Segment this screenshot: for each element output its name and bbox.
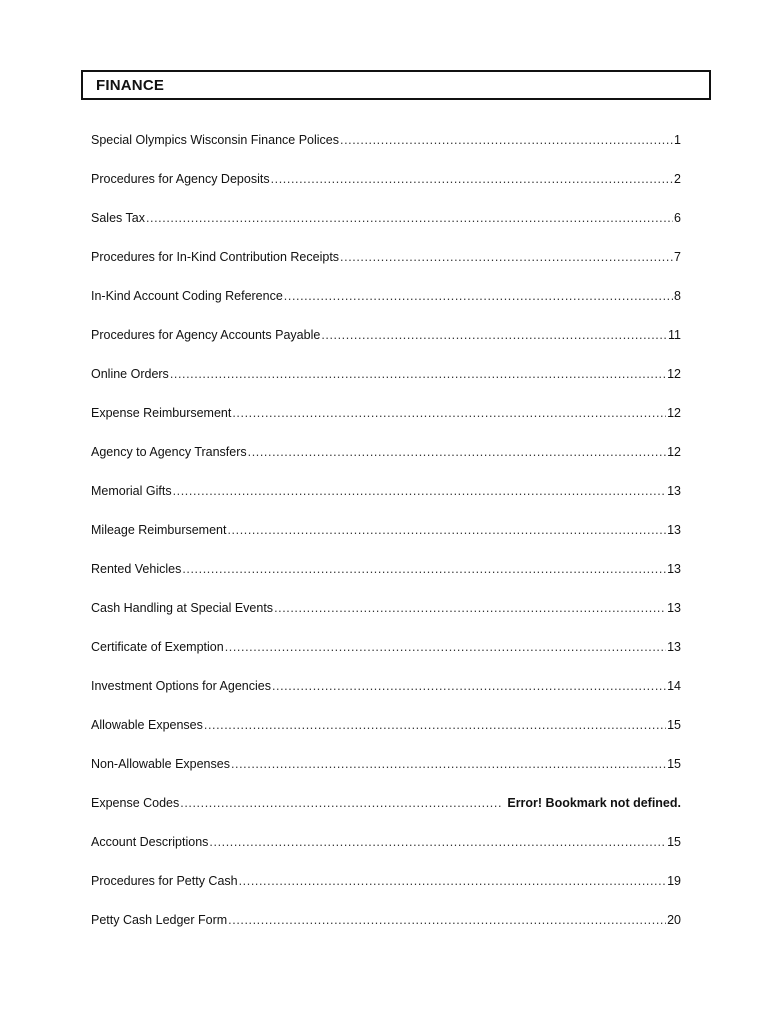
toc-entry-page: 8 [674,289,681,303]
toc-entry-page: 19 [667,874,681,888]
toc-dot-leader [227,520,666,540]
toc-dot-leader [321,325,667,345]
toc-entry-label: Procedures for In-Kind Contribution Receipts [91,250,340,264]
toc-entry-label: Certificate of Exemption [91,640,224,654]
toc-entry-page: 13 [667,562,681,576]
toc-entry-page: 11 [668,328,681,342]
toc-entry-page: 12 [667,406,681,420]
toc-entry[interactable] [91,364,681,403]
toc-entry[interactable] [91,325,681,364]
toc-dot-leader [180,793,503,813]
toc-entry-label: Non-Allowable Expenses [91,757,230,771]
toc-entry[interactable] [91,793,681,832]
toc-entry[interactable] [91,520,681,559]
toc-entry-label: Memorial Gifts [91,484,172,498]
toc-entry-label: Special Olympics Wisconsin Finance Polices [91,133,340,147]
toc-entry-label: Procedures for Agency Accounts Payable [91,328,321,342]
toc-entry[interactable] [91,676,681,715]
toc-dot-leader [248,442,666,462]
toc-dot-leader [170,364,666,384]
toc-entry[interactable] [91,871,681,910]
toc-dot-leader [209,832,666,852]
toc-entry-label: Agency to Agency Transfers [91,445,247,459]
toc-dot-leader [239,871,666,891]
toc-entry[interactable] [91,403,681,442]
toc-entry[interactable] [91,715,681,754]
toc-entry-page: 7 [674,250,681,264]
toc-entry-label: Petty Cash Ledger Form [91,913,228,927]
toc-entry[interactable] [91,910,681,949]
toc-entry[interactable] [91,637,681,676]
toc-entry-label: Account Descriptions [91,835,209,849]
toc-entry-page: 13 [667,601,681,615]
toc-dot-leader [340,247,673,267]
toc-entry-label: Expense Reimbursement [91,406,232,420]
toc-dot-leader [272,676,666,696]
toc-entry-label: Procedures for Agency Deposits [91,172,270,186]
toc-dot-leader [284,286,673,306]
toc-entry-page: 2 [674,172,681,186]
toc-entry-label: Investment Options for Agencies [91,679,271,693]
toc-entry[interactable] [91,559,681,598]
toc-entry[interactable] [91,598,681,637]
toc-entry-label: Procedures for Petty Cash [91,874,238,888]
toc-entry-label: Cash Handling at Special Events [91,601,274,615]
toc-entry-label: Allowable Expenses [91,718,203,732]
toc-entry[interactable] [91,754,681,793]
toc-entry[interactable] [91,247,681,286]
toc-dot-leader [340,130,673,150]
toc-entry-label: Rented Vehicles [91,562,182,576]
toc-entry-page: 1 [674,133,681,147]
toc-entry[interactable] [91,832,681,871]
toc-entry-page: 15 [667,718,681,732]
toc-dot-leader [231,754,666,774]
toc-entry[interactable] [91,169,681,208]
toc-entry-page: 13 [667,523,681,537]
toc-entry-page-error: Error! Bookmark not defined. [507,796,681,810]
toc-entry-page: 15 [667,757,681,771]
toc-entry-label: Mileage Reimbursement [91,523,227,537]
toc-dot-leader [204,715,666,735]
toc-dot-leader [225,637,666,657]
toc-entry[interactable] [91,286,681,325]
toc-dot-leader [182,559,666,579]
table-of-contents [91,130,681,949]
toc-entry-page: 13 [667,484,681,498]
toc-entry[interactable] [91,130,681,169]
toc-entry-label: Online Orders [91,367,169,381]
toc-entry-label: Sales Tax [91,211,145,225]
toc-entry-label: In-Kind Account Coding Reference [91,289,283,303]
toc-entry-page: 12 [667,445,681,459]
toc-entry-page: 14 [667,679,681,693]
section-heading-box [81,70,711,100]
toc-entry[interactable] [91,442,681,481]
toc-dot-leader [271,169,673,189]
toc-dot-leader [228,910,666,930]
toc-dot-leader [274,598,666,618]
toc-dot-leader [173,481,667,501]
toc-dot-leader [232,403,666,423]
toc-entry-page: 12 [667,367,681,381]
toc-entry-page: 13 [667,640,681,654]
toc-entry-page: 15 [667,835,681,849]
toc-entry-page: 6 [674,211,681,225]
toc-entry-label: Expense Codes [91,796,180,810]
toc-entry-page: 20 [667,913,681,927]
toc-entry[interactable] [91,208,681,247]
section-heading: FINANCE [96,77,165,94]
toc-entry[interactable] [91,481,681,520]
toc-dot-leader [146,208,673,228]
